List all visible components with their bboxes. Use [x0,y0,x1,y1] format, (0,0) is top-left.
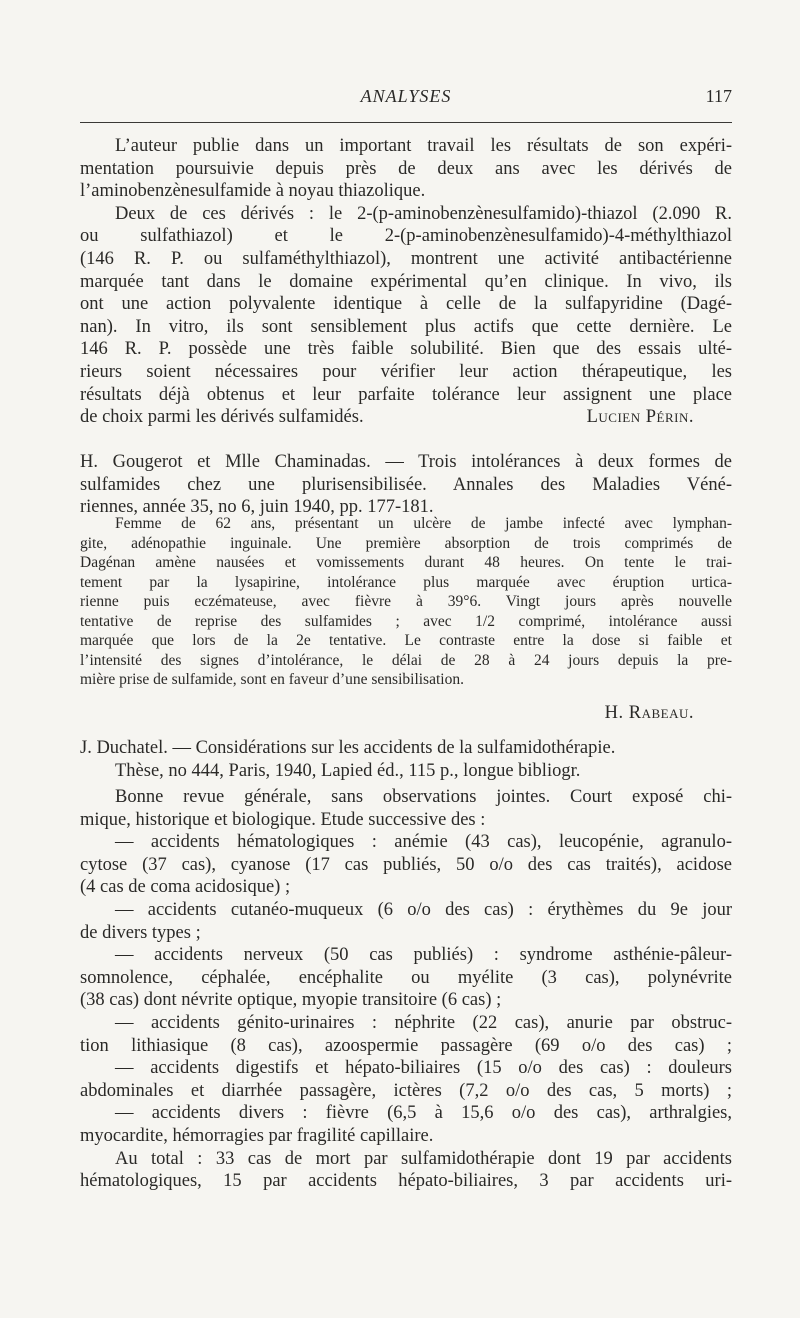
text-line: — accidents divers : fièvre (6,5 à 15,6 o/o des cas), arthralgies, [115,1103,732,1124]
running-head [80,86,732,116]
text-line: — accidents génito-urinaires : néphrite (22 cas), anurie par obstruc- [115,1012,732,1033]
header-rule [80,122,732,123]
running-title: ANALYSES [360,86,452,106]
text-line: — accidents cutanéo-muqueux (6 o/o des cas) : érythèmes du 9e jour [115,899,732,920]
text-line: mentation poursuivie depuis près de deux ans avec les dérivés de [80,158,732,179]
text-line: nan). In vitro, ils sont sensiblement plus actifs que cette dernière. Le [80,316,732,337]
text-line: marquée que lors de la 2e tentative. Le contraste entre la dose si faible et [80,632,732,649]
text-line: 146 R. P. possède une très faible solubilité. Bien que des essais ulté- [80,339,732,360]
text-line: — accidents nerveux (50 cas publiés) : syndrome asthénie-pâleur- [115,945,732,966]
text-line: somnolence, céphalée, encéphalite ou myélite (3 cas), polynévrite [80,967,732,988]
text-line: hématologiques, 15 par accidents hépato-biliaires, 3 par accidents uri- [80,1171,732,1192]
text-line: Femme de 62 ans, présentant un ulcère de jambe infecté avec lymphan- [115,515,732,532]
text-line: résultats déjà obtenus et leur parfaite tolérance leur assignent une place [80,384,732,405]
text-line: ou sulfathiazol) et le 2-(p-aminobenzènesulfamido)-4-méthylthiazol [80,226,732,247]
text-line: de divers types ; [80,922,201,943]
review-2-signature-row [80,702,732,725]
review-3-header [80,737,732,782]
citation-line: J. Duchatel. — Considérations sur les accidents de la sulfamidothérapie. [80,738,616,758]
text-line: cytose (37 cas), cyanose (17 cas publiés, 50 o/o des cas traités), acidose [80,854,732,875]
citation-line: H. Gougerot et Mlle Chaminadas. — Trois intolérances à deux formes de [80,452,732,472]
text-line: (146 R. P. ou sulfaméthylthiazol), montrent une activité antibactérienne [80,248,732,269]
text-line: tion lithiasique (8 cas), azoospermie passagère (69 o/o des cas) ; [80,1035,732,1056]
citation-line: sulfamides chez une plurisensibilisée. Annales des Maladies Véné- [80,474,732,495]
review-2-header [80,451,732,519]
text-line: (4 cas de coma acidosique) ; [80,877,291,898]
review-1 [80,135,732,429]
signature: H. Rabeau. [604,703,694,723]
review-2-body [80,514,732,690]
text-line: Deux de ces dérivés : le 2-(p-aminobenzènesulfamido)-thiazol (2.090 R. [115,203,732,224]
text-line: l’aminobenzènesulfamide à noyau thiazolique. [80,181,426,202]
citation-line: riennes, année 35, no 6, juin 1940, pp. 177-181. [80,497,434,518]
text-line: rieurs soient nécessaires pour vérifier leur action thérapeutique, les [80,361,732,382]
text-line: myocardite, hémorragies par fragilité capillaire. [80,1125,434,1146]
text-line: tentative de reprise des sulfamides ; avec 1/2 comprimé, intolérance aussi [80,612,732,630]
text-line: gite, adénopathie inguinale. Une première absorption de trois comprimés de [80,534,732,552]
text-line: abdominales et diarrhée passagère, ictères (7,2 o/o des cas, 5 morts) ; [80,1080,732,1101]
text-line: ont une action polyvalente identique à celle de la sulfapyridine (Dagé- [80,294,732,315]
last-line: de choix parmi les dérivés sulfamidés. [80,407,364,428]
text-line: (38 cas) dont névrite optique, myopie transitoire (6 cas) ; [80,990,502,1011]
signature: Lucien Périn. [586,407,694,428]
page-number: 117 [705,86,732,106]
text-line: — accidents digestifs et hépato-biliaires (15 o/o des cas) : douleurs [115,1058,732,1079]
text-line: Bonne revue générale, sans observations jointes. Court exposé chi- [115,787,732,807]
text-line: mière prise de sulfamide, sont en faveur d’une sensibilisation. [80,671,464,688]
citation-line: Thèse, no 444, Paris, 1940, Lapied éd., 115 p., longue bibliogr. [115,760,581,781]
text-line [80,406,732,429]
text-line: rienne puis eczémateuse, avec fièvre à 39°6. Vingt jours après nouvelle [80,593,732,610]
text-line: l’intensité des signes d’intolérance, le délai de 28 à 24 jours depuis la pre- [80,651,732,669]
review-3-body [80,786,732,1193]
text-line: tement par la lysapirine, intolérance plus marquée avec éruption urtica- [80,573,732,591]
text-line: L’auteur publie dans un important travail les résultats de son expéri- [115,136,732,156]
text-line: — accidents hématologiques : anémie (43 cas), leucopénie, agranulo- [115,832,732,853]
text-line: marquée tant dans le domaine expérimental qu’en clinique. In vivo, ils [80,271,732,292]
text-line: Dagénan amène nausées et vomissements durant 48 heures. On tente le trai- [80,554,732,571]
text-line: Au total : 33 cas de mort par sulfamidothérapie dont 19 par accidents [115,1148,732,1169]
text-line: mique, historique et biologique. Etude successive des : [80,809,486,830]
